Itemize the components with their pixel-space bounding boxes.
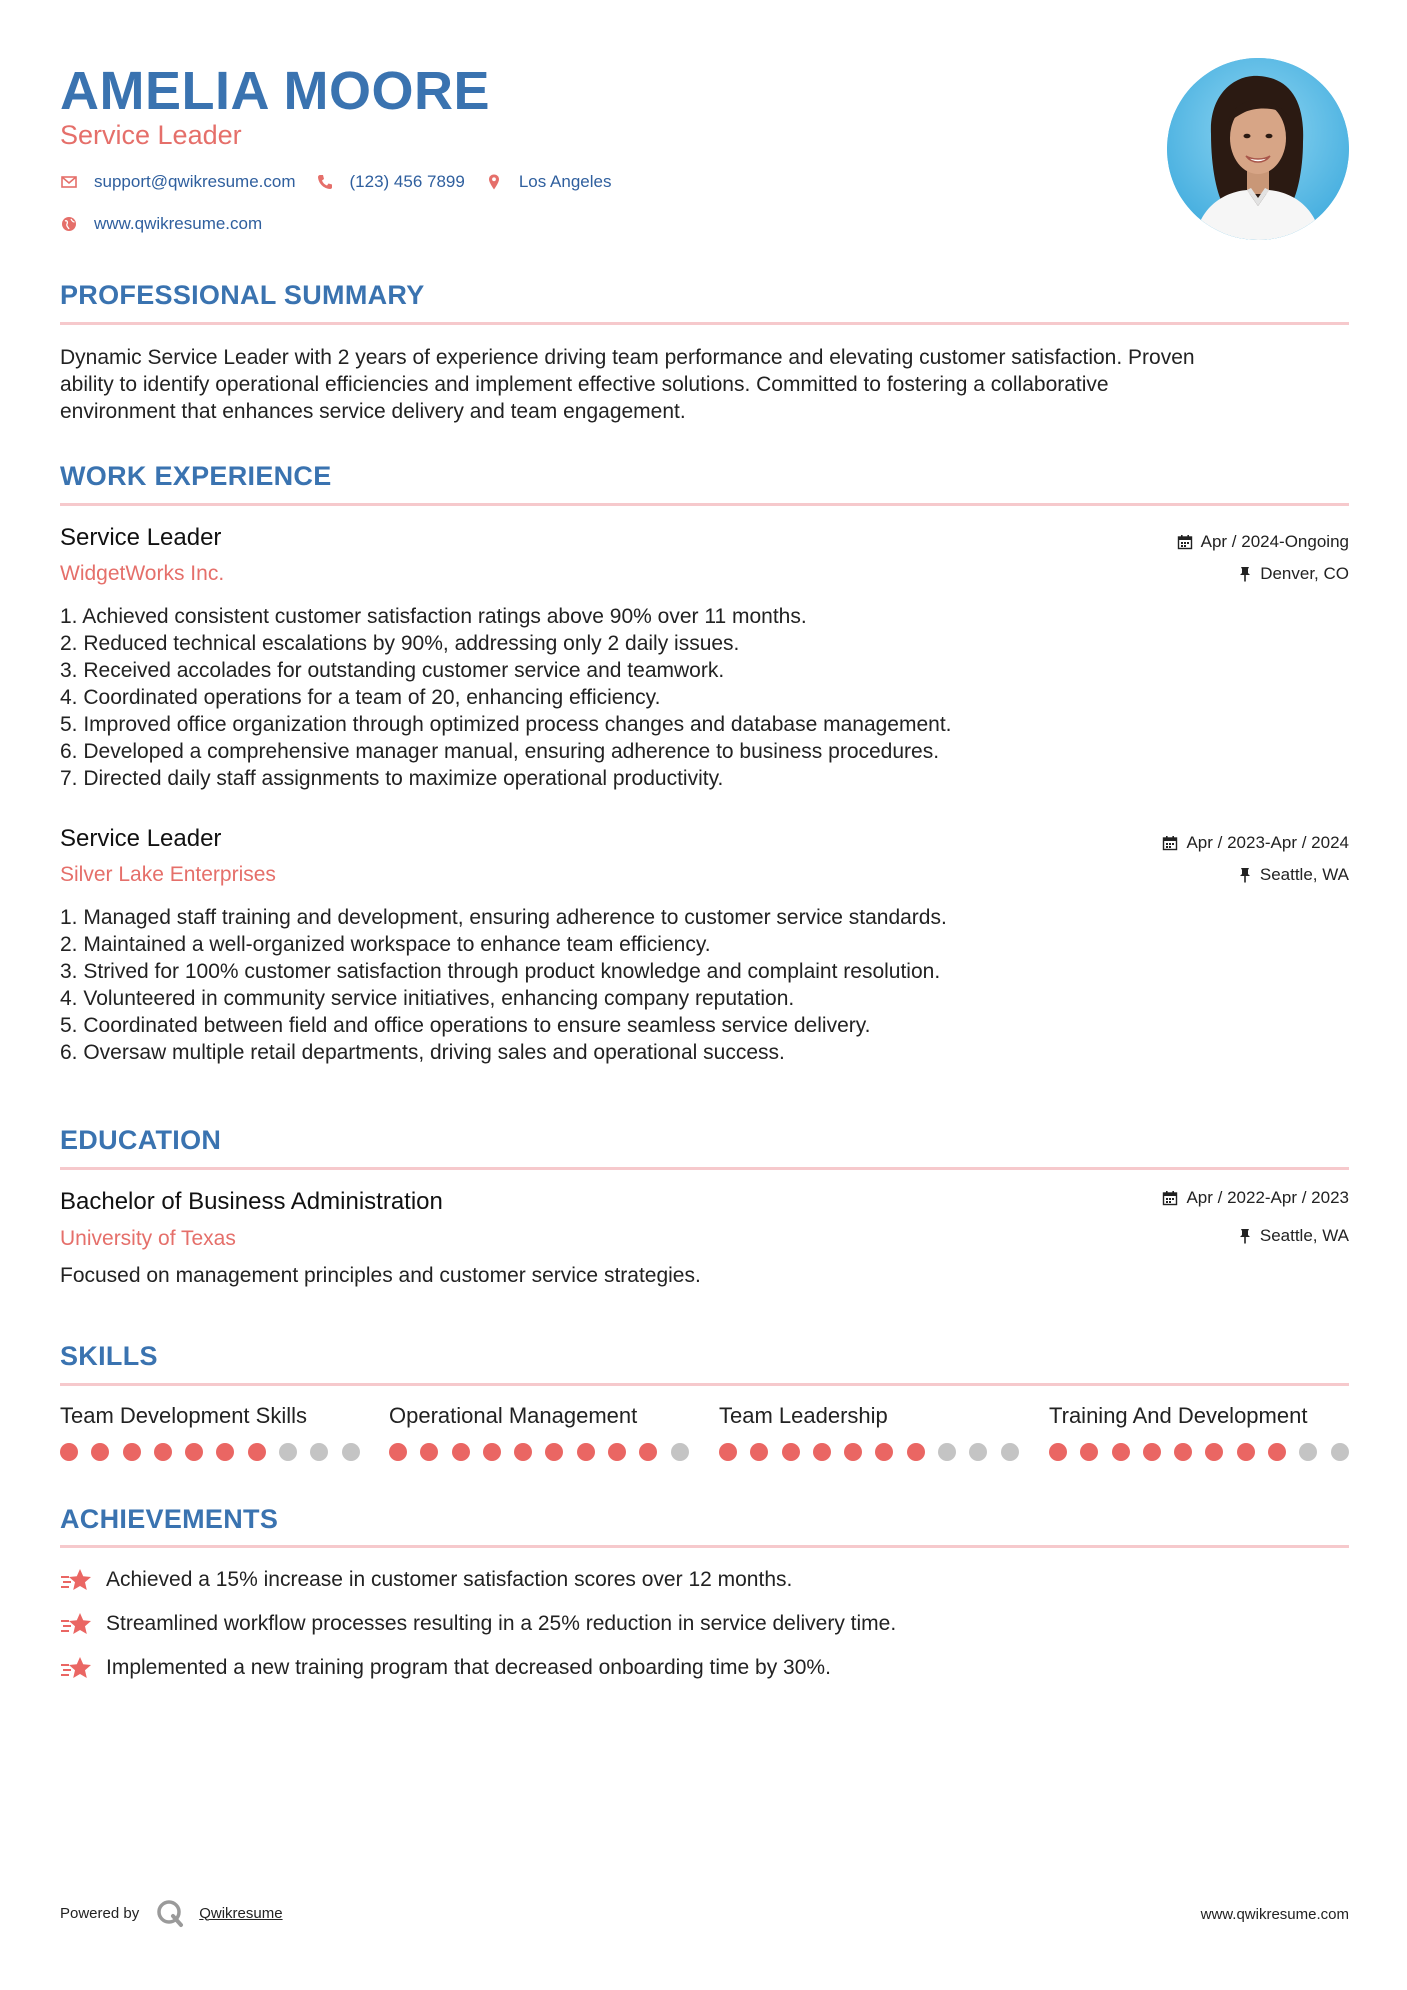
skill-dot-filled (248, 1443, 266, 1461)
skill-name: Team Leadership (719, 1403, 888, 1428)
list-item: 7. Directed daily staff assignments to maximize operational productivity. (60, 767, 724, 790)
calendar-icon (1162, 1190, 1178, 1206)
skill-dot-empty (1331, 1443, 1349, 1461)
phone-text: (123) 456 7899 (349, 172, 465, 191)
job-title: Service Leader (60, 524, 222, 551)
education-dates-text: Apr / 2022-Apr / 2023 (1186, 1188, 1349, 1207)
skill-dot-filled (389, 1443, 407, 1461)
skill-dot-filled (91, 1443, 109, 1461)
list-item: 5. Improved office organization through optimized process changes and database management. (60, 713, 952, 736)
phone-icon (316, 173, 334, 191)
list-item: 4. Volunteered in community service initiatives, enhancing company reputation. (60, 987, 795, 1010)
skill-dot-empty (938, 1443, 956, 1461)
contact-phone[interactable] (316, 172, 465, 192)
skill-dot-filled (1205, 1443, 1223, 1461)
skill-dot-filled (452, 1443, 470, 1461)
footer-url[interactable]: www.qwikresume.com (1200, 1906, 1349, 1923)
list-item: 2. Reduced technical escalations by 90%, addressing only 2 daily issues. (60, 632, 740, 655)
achievements-section-title: ACHIEVEMENTS (60, 1504, 279, 1534)
skill-dot-filled (514, 1443, 532, 1461)
skill-dot-empty (671, 1443, 689, 1461)
education-location (1238, 1226, 1349, 1246)
skill-dot-filled (420, 1443, 438, 1461)
contact-location (485, 172, 612, 192)
skill-dot-filled (750, 1443, 768, 1461)
contact-email[interactable] (60, 172, 296, 192)
skill-dot-filled (1049, 1443, 1067, 1461)
map-pin-icon (485, 173, 503, 191)
skill-dot-filled (216, 1443, 234, 1461)
skill-dot-filled (154, 1443, 172, 1461)
achievement-text: Achieved a 15% increase in customer satisfaction scores over 12 months. (106, 1568, 793, 1591)
achievement-text: Implemented a new training program that decreased onboarding time by 30%. (106, 1656, 831, 1679)
skill-dot-filled (123, 1443, 141, 1461)
education-divider (60, 1167, 1349, 1170)
skill-dot-filled (577, 1443, 595, 1461)
job-location-text: Seattle, WA (1259, 865, 1349, 884)
achievement-item (60, 1610, 896, 1638)
skill-dot-filled (1112, 1443, 1130, 1461)
job-dates-text: Apr / 2023-Apr / 2024 (1186, 833, 1349, 852)
skill-dot-empty (342, 1443, 360, 1461)
skill-dot-empty (969, 1443, 987, 1461)
website-text: www.qwikresume.com (94, 214, 263, 233)
job-dates (1177, 532, 1349, 552)
footer-powered-by (60, 1898, 283, 1928)
email-text: support@qwikresume.com (94, 172, 296, 191)
list-item: 5. Coordinated between field and office operations to ensure seamless service delivery. (60, 1014, 871, 1037)
star-icon (60, 1654, 94, 1682)
education-description: Focused on management principles and customer service strategies. (60, 1264, 701, 1287)
job-company: WidgetWorks Inc. (60, 562, 225, 585)
skill-dot-filled (1268, 1443, 1286, 1461)
achievement-item (60, 1654, 831, 1682)
list-item: 4. Coordinated operations for a team of 20, enhancing efficiency. (60, 686, 661, 709)
mail-icon (60, 173, 78, 191)
skill-item (389, 1403, 689, 1429)
skill-item (1049, 1403, 1349, 1429)
skill-dot-filled (185, 1443, 203, 1461)
skill-name: Training And Development (1049, 1403, 1308, 1428)
star-icon (60, 1610, 94, 1638)
location-text: Los Angeles (518, 172, 612, 191)
list-item: 2. Maintained a well-organized workspace to enhance team efficiency. (60, 933, 711, 956)
calendar-icon (1162, 835, 1178, 851)
skill-dot-filled (545, 1443, 563, 1461)
profile-photo (1167, 58, 1349, 240)
skill-dot-filled (1143, 1443, 1161, 1461)
powered-by-label: Powered by (60, 1904, 140, 1922)
list-item: 6. Developed a comprehensive manager manual, ensuring adherence to business procedures. (60, 740, 940, 763)
candidate-name: AMELIA MOORE (60, 61, 490, 121)
contact-row-secondary (60, 214, 282, 234)
skill-dot-filled (608, 1443, 626, 1461)
skill-name: Team Development Skills (60, 1403, 307, 1428)
skill-dot-filled (1080, 1443, 1098, 1461)
summary-text (60, 344, 1349, 425)
education-section-title: EDUCATION (60, 1125, 222, 1155)
skill-dot-filled (60, 1443, 78, 1461)
skill-dot-empty (1299, 1443, 1317, 1461)
education-dates (1162, 1188, 1349, 1208)
skill-dot-filled (813, 1443, 831, 1461)
summary-line: environment that enhances service delivery and team engagement. (60, 400, 686, 423)
contact-website[interactable] (60, 214, 262, 234)
brand-link[interactable]: Qwikresume (199, 1904, 283, 1922)
job-bullets (60, 603, 1349, 792)
list-item: 6. Oversaw multiple retail departments, driving sales and operational success. (60, 1041, 785, 1064)
experience-section-title: WORK EXPERIENCE (60, 461, 332, 491)
job-location-text: Denver, CO (1260, 564, 1349, 583)
skill-rating (389, 1443, 702, 1461)
skill-dot-filled (483, 1443, 501, 1461)
summary-line: ability to identify operational efficiencies and implement effective solutions. Committed to fostering a collaborative (60, 373, 1109, 396)
list-item: 1. Managed staff training and development, ensuring adherence to customer service standards. (60, 906, 947, 929)
skill-dot-filled (719, 1443, 737, 1461)
pushpin-icon (1238, 566, 1252, 582)
achievement-text: Streamlined workflow processes resulting in a 25% reduction in service delivery time. (106, 1612, 897, 1635)
job-location (1238, 865, 1349, 885)
globe-icon (60, 215, 78, 233)
education-location-text: Seattle, WA (1259, 1226, 1349, 1245)
resume-page (60, 0, 1349, 1990)
contact-row-primary (60, 172, 631, 192)
skill-rating (1049, 1443, 1362, 1461)
school-name: University of Texas (60, 1227, 236, 1250)
calendar-icon (1177, 534, 1193, 550)
skill-rating (60, 1443, 373, 1461)
skill-dot-filled (639, 1443, 657, 1461)
skill-dot-empty (279, 1443, 297, 1461)
job-location (1238, 564, 1349, 584)
job-bullets (60, 904, 1349, 1066)
job-dates (1162, 833, 1349, 853)
job-dates-text: Apr / 2024-Ongoing (1200, 532, 1349, 551)
skill-dot-filled (1174, 1443, 1192, 1461)
achievement-item (60, 1566, 792, 1594)
degree-title: Bachelor of Business Administration (60, 1188, 443, 1215)
skill-name: Operational Management (389, 1403, 638, 1428)
skill-item (719, 1403, 1019, 1429)
skill-dot-empty (310, 1443, 328, 1461)
job-title: Service Leader (60, 825, 222, 852)
qwikresume-logo-icon (155, 1898, 185, 1928)
summary-divider (60, 322, 1349, 325)
skill-dot-filled (1237, 1443, 1255, 1461)
star-icon (60, 1566, 94, 1594)
pushpin-icon (1238, 1228, 1252, 1244)
list-item: 3. Received accolades for outstanding customer service and teamwork. (60, 659, 725, 682)
skills-section-title: SKILLS (60, 1341, 158, 1371)
skill-dot-filled (782, 1443, 800, 1461)
profile-photo-illustration (1167, 58, 1349, 240)
skill-rating (719, 1443, 1032, 1461)
skill-item (60, 1403, 360, 1429)
skill-dot-filled (875, 1443, 893, 1461)
list-item: 1. Achieved consistent customer satisfaction ratings above 90% over 11 months. (60, 605, 807, 628)
skills-divider (60, 1383, 1349, 1386)
skill-dot-empty (1001, 1443, 1019, 1461)
pushpin-icon (1238, 867, 1252, 883)
candidate-role: Service Leader (60, 120, 242, 150)
achievements-divider (60, 1545, 1349, 1548)
summary-section-title: PROFESSIONAL SUMMARY (60, 280, 425, 310)
list-item: 3. Strived for 100% customer satisfaction through product knowledge and complaint resolution. (60, 960, 941, 983)
job-company: Silver Lake Enterprises (60, 863, 276, 886)
experience-divider (60, 503, 1349, 506)
skill-dot-filled (907, 1443, 925, 1461)
summary-line: Dynamic Service Leader with 2 years of experience driving team performance and elevating customer satisfaction. Proven (60, 346, 1195, 369)
skill-dot-filled (844, 1443, 862, 1461)
